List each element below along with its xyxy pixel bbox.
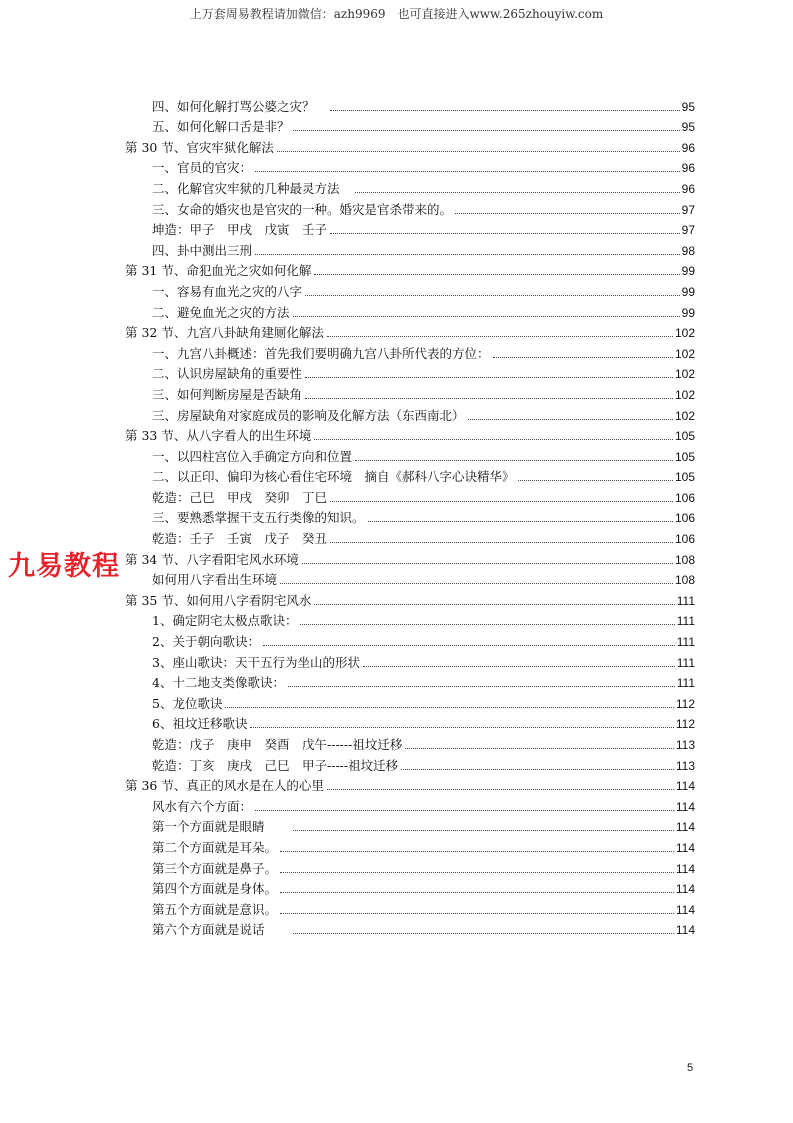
toc-subsection-entry[interactable]: [125, 794, 695, 815]
toc-entry-page: 111: [676, 676, 695, 691]
toc-dot-leader: [263, 645, 675, 646]
toc-entry-page: 111: [676, 635, 695, 650]
toc-dot-leader: [280, 913, 674, 914]
toc-dot-leader: [225, 707, 673, 708]
toc-entry-title: 第四个方面就是身体。: [152, 881, 278, 897]
toc-entry-page: 114: [675, 840, 695, 855]
toc-dot-leader: [280, 851, 674, 852]
toc-entry-title: 一、以四柱宫位入手确定方向和位置: [152, 448, 353, 464]
toc-subsection-entry[interactable]: [125, 856, 695, 877]
toc-entry-title: 3、座山歌诀：天干五行为坐山的形状: [152, 654, 360, 670]
toc-entry-page: 98: [681, 243, 695, 258]
toc-subsection-entry[interactable]: [125, 815, 695, 836]
toc-dot-leader: [305, 377, 673, 378]
toc-subsection-entry[interactable]: [125, 341, 695, 362]
toc-dot-leader: [355, 192, 680, 193]
toc-entry-page: 105: [674, 470, 695, 485]
toc-entry-title: 第 32 节、九宫八卦缺角建厕化解法: [125, 325, 324, 341]
toc-dot-leader: [368, 521, 673, 522]
toc-entry-page: 102: [674, 346, 695, 361]
page-header: 上万套周易教程请加微信：azh9969 也可直接进入www.265zhouyiw.com: [189, 7, 604, 21]
toc-entry-page: 114: [675, 923, 695, 938]
toc-dot-leader: [330, 110, 680, 111]
toc-entry-page: 96: [681, 161, 695, 176]
toc-dot-leader: [250, 727, 673, 728]
toc-entry-title: 乾造：己巳 甲戌 癸卯 丁巳: [152, 489, 328, 505]
toc-entry-page: 114: [675, 820, 695, 835]
toc-dot-leader: [280, 583, 673, 584]
toc-subsection-entry[interactable]: [125, 485, 695, 506]
toc-dot-leader: [314, 604, 674, 605]
toc-subsection-entry[interactable]: [125, 650, 695, 671]
toc-entry-title: 乾造：壬子 壬寅 戊子 癸丑: [152, 531, 328, 547]
toc-entry-title: 三、房屋缺角对家庭成员的影响及化解方法（东西南北）: [152, 407, 465, 423]
toc-dot-leader: [280, 872, 674, 873]
toc-subsection-entry[interactable]: [125, 300, 695, 321]
toc-entry-page: 95: [681, 120, 695, 135]
toc-dot-leader: [330, 233, 680, 234]
toc-subsection-entry[interactable]: [125, 568, 695, 589]
toc-dot-leader: [302, 563, 673, 564]
toc-subsection-entry[interactable]: [125, 918, 695, 939]
toc-entry-title: 乾造：丁亥 庚戌 己巳 甲子-----祖坟迁移: [152, 757, 399, 773]
toc-entry-title: 第 31 节、命犯血光之灾如何化解: [125, 263, 312, 279]
toc-dot-leader: [300, 624, 674, 625]
toc-dot-leader: [305, 295, 680, 296]
toc-dot-leader: [255, 254, 680, 255]
toc-subsection-entry[interactable]: [125, 94, 695, 115]
toc-entry-title: 坤造：甲子 甲戌 戊寅 壬子: [152, 222, 328, 238]
toc-entry-title: 4、十二地支类像歌诀：: [152, 675, 285, 691]
toc-entry-page: 102: [674, 326, 695, 341]
toc-section-entry[interactable]: [125, 547, 695, 568]
toc-dot-leader: [455, 213, 680, 214]
toc-entry-page: 105: [674, 429, 695, 444]
toc-entry-page: 114: [675, 902, 695, 917]
toc-entry-page: 99: [681, 264, 695, 279]
toc-entry-page: 96: [681, 181, 695, 196]
toc-subsection-entry[interactable]: [125, 238, 695, 259]
toc-dot-leader: [355, 460, 673, 461]
toc-dot-leader: [327, 789, 674, 790]
toc-subsection-entry[interactable]: [125, 732, 695, 753]
toc-entry-title: 乾造：戊子 庚申 癸酉 戊午------祖坟迁移: [152, 737, 403, 752]
toc-entry-title: 四、卦中测出三刑: [152, 242, 253, 258]
toc-subsection-entry[interactable]: [125, 629, 695, 650]
toc-subsection-entry[interactable]: [125, 382, 695, 403]
toc-dot-leader: [280, 892, 674, 893]
toc-entry-title: 第 35 节、如何用八字看阴宅风水: [125, 592, 312, 608]
toc-subsection-entry[interactable]: [125, 115, 695, 136]
toc-subsection-entry[interactable]: [125, 609, 695, 630]
toc-entry-title: 5、龙位歌诀: [152, 695, 223, 711]
toc-entry-page: 106: [674, 511, 695, 526]
toc-section-entry[interactable]: [125, 321, 695, 342]
toc-entry-title: 第五个方面就是意识。: [152, 901, 278, 917]
toc-entry-title: 四、如何化解打骂公婆之灾？: [152, 98, 328, 114]
toc-section-entry[interactable]: [125, 774, 695, 795]
toc-entry-page: 102: [674, 387, 695, 402]
toc-entry-page: 114: [675, 799, 695, 814]
toc-entry-title: 第 34 节、八字看阳宅风水环境: [125, 551, 299, 567]
toc-subsection-entry[interactable]: [125, 753, 695, 774]
toc-dot-leader: [293, 933, 674, 934]
toc-entry-page: 106: [674, 532, 695, 547]
table-of-contents: [125, 94, 695, 938]
toc-entry-page: 111: [676, 655, 695, 670]
toc-entry-page: 112: [675, 696, 695, 711]
toc-entry-page: 112: [675, 717, 695, 732]
toc-dot-leader: [288, 686, 675, 687]
toc-entry-title: 第六个方面就是说话: [152, 922, 290, 938]
toc-section-entry[interactable]: [125, 424, 695, 445]
toc-entry-page: 97: [681, 202, 695, 217]
toc-entry-title: 一、容易有血光之灾的八字: [152, 283, 303, 299]
toc-entry-page: 108: [674, 552, 695, 567]
toc-dot-leader: [314, 439, 673, 440]
toc-entry-page: 113: [675, 758, 695, 773]
toc-entry-page: 114: [675, 882, 695, 897]
toc-entry-page: 108: [674, 573, 695, 588]
toc-entry-page: 105: [674, 449, 695, 464]
toc-dot-leader: [293, 316, 680, 317]
toc-subsection-entry[interactable]: [125, 362, 695, 383]
toc-entry-title: 二、化解官灾牢狱的几种最灵方法: [152, 180, 353, 196]
toc-entry-title: 二、认识房屋缺角的重要性: [152, 366, 303, 382]
toc-entry-page: 102: [674, 408, 695, 423]
toc-dot-leader: [277, 151, 680, 152]
toc-subsection-entry[interactable]: [125, 712, 695, 733]
toc-dot-leader: [330, 542, 673, 543]
toc-entry-title: 2、关于朝向歌诀：: [152, 634, 260, 650]
toc-subsection-entry[interactable]: [125, 877, 695, 898]
toc-subsection-entry[interactable]: [125, 444, 695, 465]
toc-subsection-entry[interactable]: [125, 671, 695, 692]
toc-entry-title: 一、九宫八卦概述：首先我们要明确九宫八卦所代表的方位：: [152, 345, 490, 361]
toc-entry-page: 111: [676, 614, 695, 629]
toc-subsection-entry[interactable]: [125, 197, 695, 218]
toc-entry-title: 第 33 节、从八字看人的出生环境: [125, 428, 312, 444]
toc-entry-page: 99: [681, 305, 695, 320]
toc-dot-leader: [401, 769, 674, 770]
toc-entry-page: 106: [674, 490, 695, 505]
toc-entry-page: 113: [675, 738, 695, 752]
toc-subsection-entry[interactable]: [125, 279, 695, 300]
toc-entry-page: 114: [675, 861, 695, 876]
toc-entry-title: 1、确定阴宅太极点歌诀：: [152, 613, 298, 629]
toc-dot-leader: [293, 830, 674, 831]
watermark-logo: 九易教程: [8, 544, 122, 583]
toc-subsection-entry[interactable]: [125, 156, 695, 177]
toc-entry-title: 一、官员的官灾：: [152, 160, 253, 176]
toc-subsection-entry[interactable]: [125, 465, 695, 486]
toc-entry-title: 风水有六个方面：: [152, 798, 253, 814]
toc-entry-title: 第 36 节、真正的风水是在人的心里: [125, 778, 324, 794]
toc-dot-leader: [493, 357, 673, 358]
toc-entry-page: 97: [681, 223, 695, 238]
toc-entry-title: 三、要熟悉掌握干支五行类像的知识。: [152, 510, 365, 526]
toc-dot-leader: [330, 501, 673, 502]
toc-entry-title: 第三个方面就是鼻子。: [152, 860, 278, 876]
toc-entry-title: 二、以正印、偏印为核心看住宅环境 摘自《郝科八字心诀精华》: [152, 469, 515, 485]
toc-entry-page: 96: [681, 140, 695, 155]
toc-entry-title: 三、如何判断房屋是否缺角: [152, 386, 303, 402]
page-number: 5: [687, 1062, 694, 1074]
toc-entry-page: 95: [681, 99, 695, 114]
toc-entry-page: 99: [681, 284, 695, 299]
toc-entry-title: 五、如何化解口舌是非？: [152, 119, 290, 135]
toc-dot-leader: [255, 171, 680, 172]
toc-entry-title: 第 30 节、官灾牢狱化解法: [125, 139, 274, 155]
toc-section-entry[interactable]: [125, 135, 695, 156]
toc-subsection-entry[interactable]: [125, 835, 695, 856]
toc-subsection-entry[interactable]: [125, 403, 695, 424]
toc-subsection-entry[interactable]: [125, 176, 695, 197]
toc-subsection-entry[interactable]: [125, 506, 695, 527]
toc-dot-leader: [255, 810, 674, 811]
toc-entry-title: 二、避免血光之灾的方法: [152, 304, 290, 320]
toc-dot-leader: [327, 336, 673, 337]
toc-entry-page: 102: [674, 367, 695, 382]
toc-dot-leader: [405, 748, 674, 749]
toc-dot-leader: [363, 666, 675, 667]
toc-dot-leader: [468, 419, 673, 420]
toc-entry-title: 6、祖坟迁移歌诀: [152, 716, 248, 732]
toc-subsection-entry[interactable]: [125, 218, 695, 239]
toc-section-entry[interactable]: [125, 588, 695, 609]
toc-entry-title: 三、女命的婚灾也是官灾的一种。婚灾是官杀带来的。: [152, 201, 453, 217]
toc-subsection-entry[interactable]: [125, 897, 695, 918]
toc-dot-leader: [293, 130, 680, 131]
toc-dot-leader: [314, 274, 679, 275]
toc-subsection-entry[interactable]: [125, 526, 695, 547]
toc-entry-title: 第一个方面就是眼睛: [152, 819, 290, 835]
toc-entry-title: 如何用八字看出生环境: [152, 572, 278, 588]
toc-entry-page: 114: [675, 779, 695, 794]
toc-entry-page: 111: [676, 593, 695, 608]
toc-dot-leader: [518, 480, 673, 481]
toc-dot-leader: [305, 398, 673, 399]
toc-subsection-entry[interactable]: [125, 691, 695, 712]
toc-section-entry[interactable]: [125, 259, 695, 280]
toc-entry-title: 第二个方面就是耳朵。: [152, 839, 278, 855]
